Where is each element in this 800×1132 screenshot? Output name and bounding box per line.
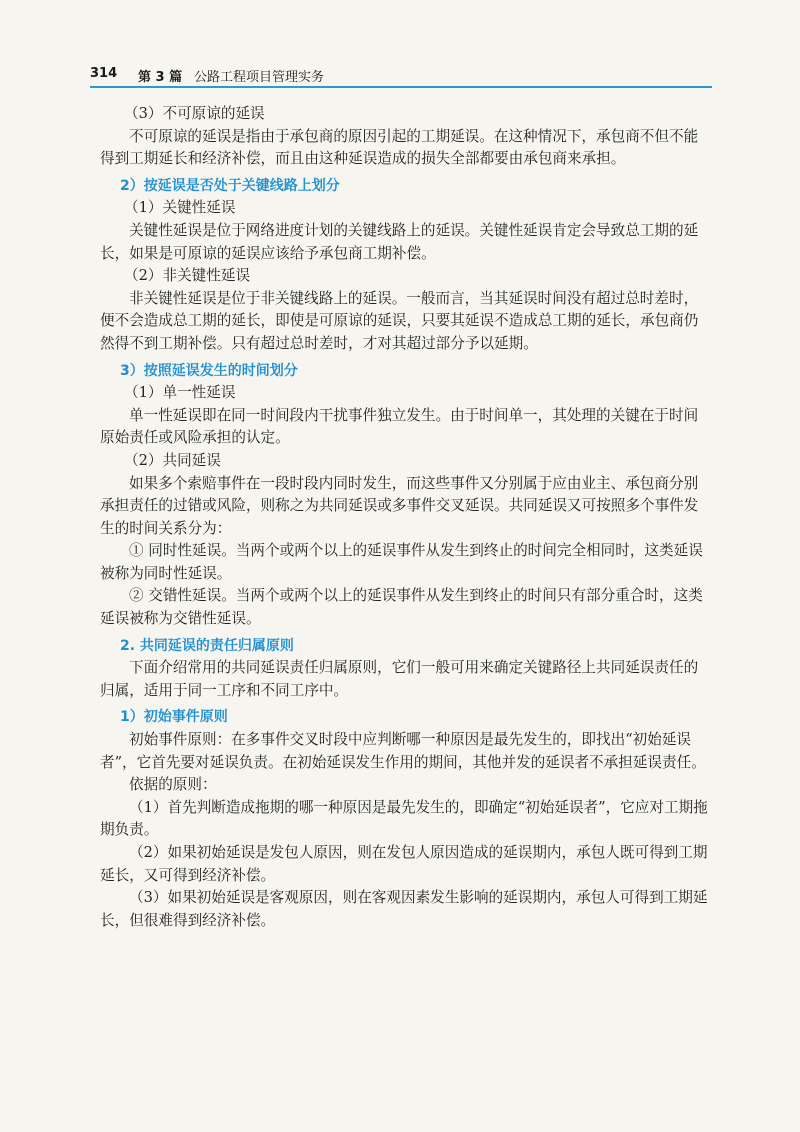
subsection-title: （2）非关键性延误 [124, 267, 251, 285]
paragraph: 单一性延误即在同一时间段内干扰事件独立发生。由于时间单一，其处理的关键在于时间原始责任或风险承担的认定。 [100, 406, 699, 447]
subsection-title: （2）共同延误 [124, 451, 221, 469]
page-number: 314 [90, 66, 118, 81]
list-item: （1）首先判断造成拖期的哪一种原因是最先发生的，即确定“初始延误者”，它应对工期拖期负责。 [100, 798, 708, 839]
list-item: ② 交错性延误。当两个或两个以上的延误事件从发生到终止的时间只有部分重合时，这类延误被称为交错性延误。 [100, 587, 703, 628]
section-heading: 2. 共同延误的责任归属原则 [120, 637, 294, 654]
paragraph: 不可原谅的延误是指由于承包商的原因引起的工期延误。在这种情况下，承包商不但不能得到工期延长和经济补偿，而且由这种延误造成的损失全部都要由承包商来承担。 [100, 127, 699, 168]
section-heading: 1）初始事件原则 [120, 709, 228, 726]
paragraph: 关键性延误是位于网络进度计划的关键线路上的延误。关键性延误肯定会导致总工期的延长，如果是可原谅的延误应该给予承包商工期补偿。 [100, 221, 699, 262]
subsection-title: （1）关键性延误 [124, 199, 236, 217]
book-title: 公路工程项目管理实务 [194, 70, 325, 85]
section-heading: 2）按延误是否处于关键线路上划分 [120, 177, 340, 194]
page-header [90, 64, 712, 88]
paragraph: 非关键性延误是位于非关键线路上的延误。一般而言，当其延误时间没有超过总时差时，便不会造成总工期的延长，即使是可原谅的延误，只要其延误不造成总工期的延长，承包商仍然得不到工期补偿。只有超过总时差时，才对其超过部分予以延期。 [100, 289, 699, 352]
part-label: 第 3 篇 [138, 70, 183, 85]
subsection-title: （3）不可原谅的延误 [124, 105, 265, 122]
section-heading: 3）按照延误发生的时间划分 [120, 362, 298, 379]
list-item: （3）如果初始延误是客观原因，则在客观因素发生影响的延误期内，承包人可得到工期延长，但很难得到经济补偿。 [100, 889, 708, 929]
list-item: ① 同时性延误。当两个或两个以上的延误事件从发生到终止的时间完全相同时，这类延误被称为同时性延误。 [100, 542, 703, 582]
subsection-title: （1）单一性延误 [124, 384, 236, 402]
list-item: （2）如果初始延误是发包人原因，则在发包人原因造成的延误期内，承包人既可得到工期延长，又可得到经济补偿。 [100, 844, 708, 884]
page-body [100, 103, 712, 932]
paragraph: 下面介绍常用的共同延误责任归属原则，它们一般可用来确定关键路径上共同延误责任的归属，适用于同一工序和不同工序中。 [100, 659, 699, 699]
paragraph: 如果多个索赔事件在一段时段内同时发生，而这些事件又分别属于应由业主、承包商分别承担责任的过错或风险，则称之为共同延误或多事件交叉延误。共同延误又可按照多个事件发生的时间关系分为： [100, 474, 699, 537]
paragraph: 依据的原则： [129, 776, 217, 794]
paragraph: 初始事件原则：在多事件交叉时段中应判断哪一种原因是最先发生的，即找出“初始延误者”，它首先要对延误负责。在初始延误发生作用的期间，其他并发的延误者不承担延误责任。 [100, 731, 706, 771]
